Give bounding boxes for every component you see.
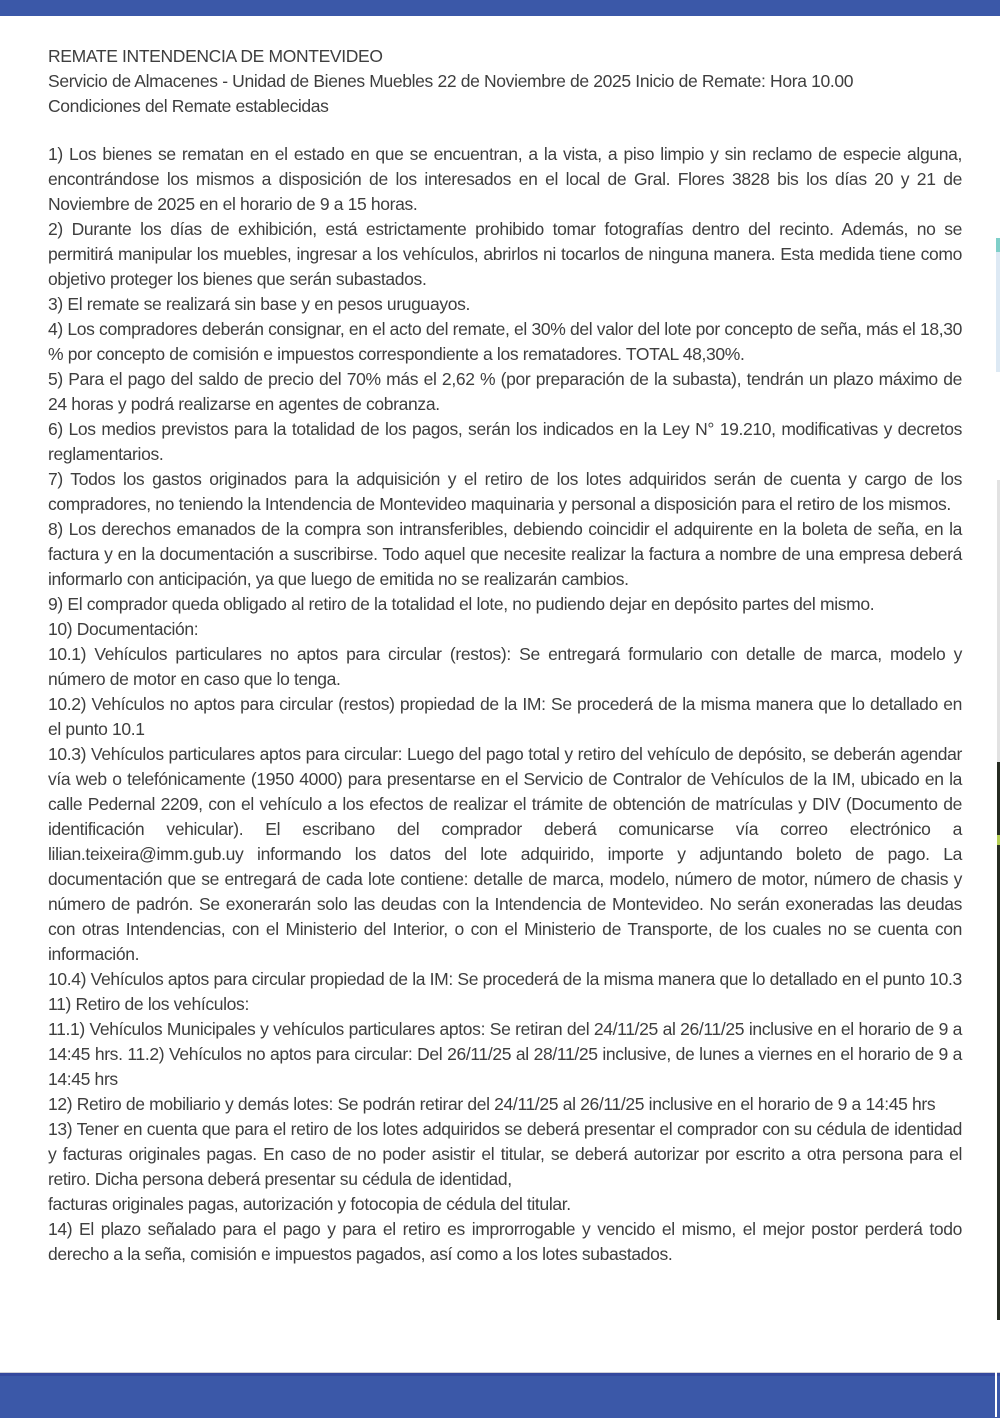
condition-paragraph-3: 3) El remate se realizará sin base y en pesos uruguayos. xyxy=(48,294,471,314)
condition-paragraph-2: 2) Durante los días de exhibición, está estrictamente prohibido tomar fotografías dentro del recinto. Además, no se permitirá manipular los muebles, ingresar a los vehículos, abrirlos ni tocarlos de ninguna manera. Esta medida tiene como objetivo proteger los bienes que serán subastados. xyxy=(48,219,962,289)
adjacent-page-sliver-teal xyxy=(996,238,1000,252)
conditions-list xyxy=(48,142,962,1267)
condition-paragraph-1: 1) Los bienes se rematan en el estado en que se encuentran, a la vista, a piso limpio y sin reclamo de especie alguna, encontrándose los mismos a disposición de los interesados en el local de Gral. Flores 3828 bis los días 20 y 21 de Noviembre de 2025 en el horario de 9 a 15 horas. xyxy=(48,144,962,214)
condition-paragraph-18: 13) Tener en cuenta que para el retiro de los lotes adquiridos se deberá presentar el comprador con su cédula de identidad y facturas originales pagas. En caso de no poder asistir el titular, se deberá autorizar por escrito a otra persona para el retiro. Dicha persona deberá presentar su cédula de identidad, xyxy=(48,1119,962,1189)
condition-paragraph-14: 10.4) Vehículos aptos para circular propiedad de la IM: Se procederá de la misma manera que lo detallado en el punto 10.3 xyxy=(48,969,962,989)
condition-paragraph-9: 9) El comprador queda obligado al retiro de la totalidad el lote, no pudiendo dejar en depósito partes del mismo. xyxy=(48,594,875,614)
condition-paragraph-4: 4) Los compradores deberán consignar, en el acto del remate, el 30% del valor del lote por concepto de seña, más el 18,30 % por concepto de comisión e impuestos correspondiente a los rematadores. TOTAL 48,30%. xyxy=(48,319,962,364)
scan-edge-gap xyxy=(995,1372,997,1417)
document-subtitle: Servicio de Almacenes - Unidad de Bienes Muebles 22 de Noviembre de 2025 Inicio de Remate: Hora 10.00 xyxy=(48,71,854,91)
condition-paragraph-8: 8) Los derechos emanados de la compra son intransferibles, debiendo coincidir el adquirente en la boleta de seña, en la factura y en la documentación a suscribirse. Todo aquel que necesite realizar la factura a nombre de una empresa deberá informarlo con anticipación, ya que luego de emitida no se realizarán cambios. xyxy=(48,519,962,589)
condition-paragraph-20: 14) El plazo señalado para el pago y para el retiro es improrrogable y vencido el mismo, el mejor postor perderá todo derecho a la seña, comisión e impuestos pagados, así como a los lotes subastados. xyxy=(48,1219,962,1264)
condition-paragraph-5: 5) Para el pago del saldo de precio del 70% más el 2,62 % (por preparación de la subasta), tendrán un plazo máximo de 24 horas y podrá realizarse en agentes de cobranza. xyxy=(48,369,962,414)
condition-paragraph-17: 12) Retiro de mobiliario y demás lotes: Se podrán retirar del 24/11/25 al 26/11/25 inclusive en el horario de 9 a 14:45 hrs xyxy=(48,1094,936,1114)
condition-paragraph-13: 10.3) Vehículos particulares aptos para circular: Luego del pago total y retiro del vehículo de depósito, se deberán agendar vía web o telefónicamente (1950 4000) para presentarse en el Servicio de Contralor de Vehículos de la IM, ubicado en la calle Pedernal 2209, con el vehículo a los efectos de realizar el trámite de obtención de matrículas y DIV (Documento de identificación vehicular). El escribano del comprador deberá comunicarse vía correo electrónico a lilian.teixeira@imm.gub.uy informando los datos del lote adquirido, importe y adjuntando boleto de pago. La documentación que se entregará de cada lote contiene: detalle de marca, modelo, número de motor, número de chasis y número de padrón. Se exonerarán solo las deudas con la Intendencia de Montevideo. No serán exoneradas las deudas con otras Intendencias, con el Ministerio del Interior, o con el Ministerio de Transporte, de los cuales no se cuenta con información. xyxy=(48,744,962,964)
condition-paragraph-12: 10.2) Vehículos no aptos para circular (restos) propiedad de la IM: Se procederá de la misma manera que lo detallado en el punto 10.1 xyxy=(48,694,962,739)
adjacent-page-sliver-lightblue xyxy=(996,252,1000,372)
condition-paragraph-6: 6) Los medios previstos para la totalidad de los pagos, serán los indicados en la Ley N° 19.210, modificativas y decretos reglamentarios. xyxy=(48,419,962,464)
top-blue-bar xyxy=(0,0,1000,16)
document-body xyxy=(48,44,962,1267)
condition-paragraph-15: 11) Retiro de los vehículos: xyxy=(48,994,249,1014)
condition-paragraph-7: 7) Todos los gastos originados para la adquisición y el retiro de los lotes adquiridos serán de cuenta y cargo de los compradores, no teniendo la Intendencia de Montevideo maquinaria y personal a disposición para el retiro de los mismos. xyxy=(48,469,962,514)
condition-paragraph-10: 10) Documentación: xyxy=(48,619,199,639)
document-conditions-label: Condiciones del Remate establecidas xyxy=(48,96,329,116)
condition-paragraph-16: 11.1) Vehículos Municipales y vehículos particulares aptos: Se retiran del 24/11/25 al 26/11/25 inclusive en el horario de 9 a 14:45 hrs. 11.2) Vehículos no aptos para circular: Del 26/11/25 al 28/11/25 inclusive, de lunes a viernes en el horario de 9 a 14:45 hrs xyxy=(48,1019,962,1089)
condition-paragraph-19: facturas originales pagas, autorización y fotocopia de cédula del titular. xyxy=(48,1194,571,1214)
bottom-blue-bar xyxy=(0,1372,1000,1418)
document-header xyxy=(48,44,962,119)
condition-paragraph-11: 10.1) Vehículos particulares no aptos para circular (restos): Se entregará formulario con detalle de marca, modelo y número de motor en caso que lo tenga. xyxy=(48,644,962,689)
document-title: REMATE INTENDENCIA DE MONTEVIDEO xyxy=(48,46,383,66)
